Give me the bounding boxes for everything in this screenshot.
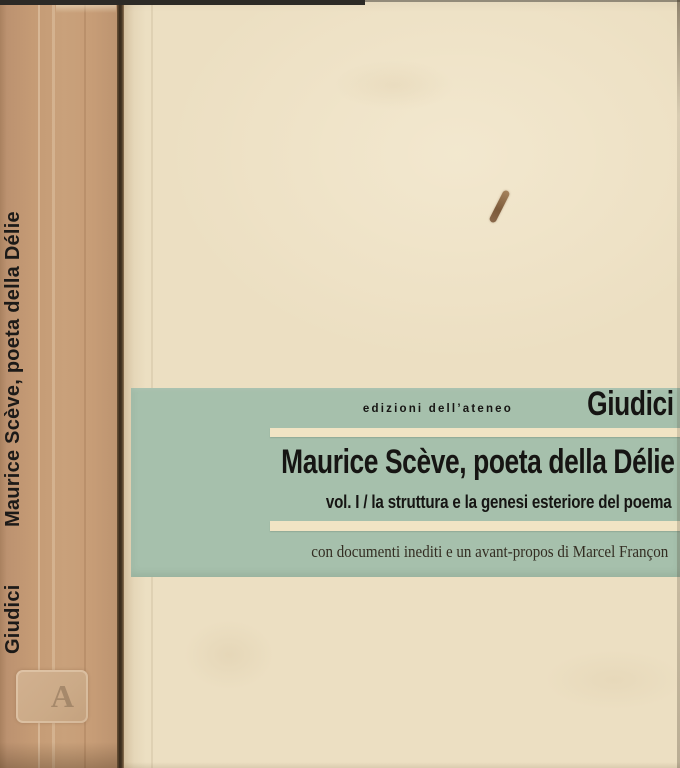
spine-crease [38, 0, 40, 768]
paper-stain [544, 650, 680, 710]
paper-stain [184, 620, 274, 690]
sticker-letter: A [50, 678, 74, 714]
book-cover [124, 0, 680, 768]
book-title: Maurice Scève, poeta della Délie [280, 443, 674, 481]
spine-author: Giudici [2, 584, 24, 654]
editorial-note: con documenti inediti e un avant-propos di Marcel Françon [311, 542, 668, 561]
spine-crease [84, 0, 86, 768]
spine-title: Maurice Scève, poeta della Délie [2, 211, 24, 527]
scratch-mark [488, 189, 510, 223]
book-spine [0, 0, 117, 768]
spine-crease [52, 0, 55, 768]
paper-stain [334, 60, 454, 110]
publisher-name: edizioni dell’ateneo [362, 403, 513, 415]
band-stripe-top [270, 428, 680, 437]
band-stripe-bottom [270, 521, 680, 531]
cover-crease [151, 0, 153, 768]
author-name: Giudici [587, 385, 674, 423]
cover-bottom-shadow [124, 762, 680, 768]
top-edge-shadow [0, 0, 365, 5]
volume-subtitle: vol. I / la struttura e la genesi esteriore del poema [326, 492, 672, 512]
library-sticker [16, 670, 88, 723]
top-edge-shadow [365, 0, 680, 2]
spine-hinge [117, 0, 124, 768]
